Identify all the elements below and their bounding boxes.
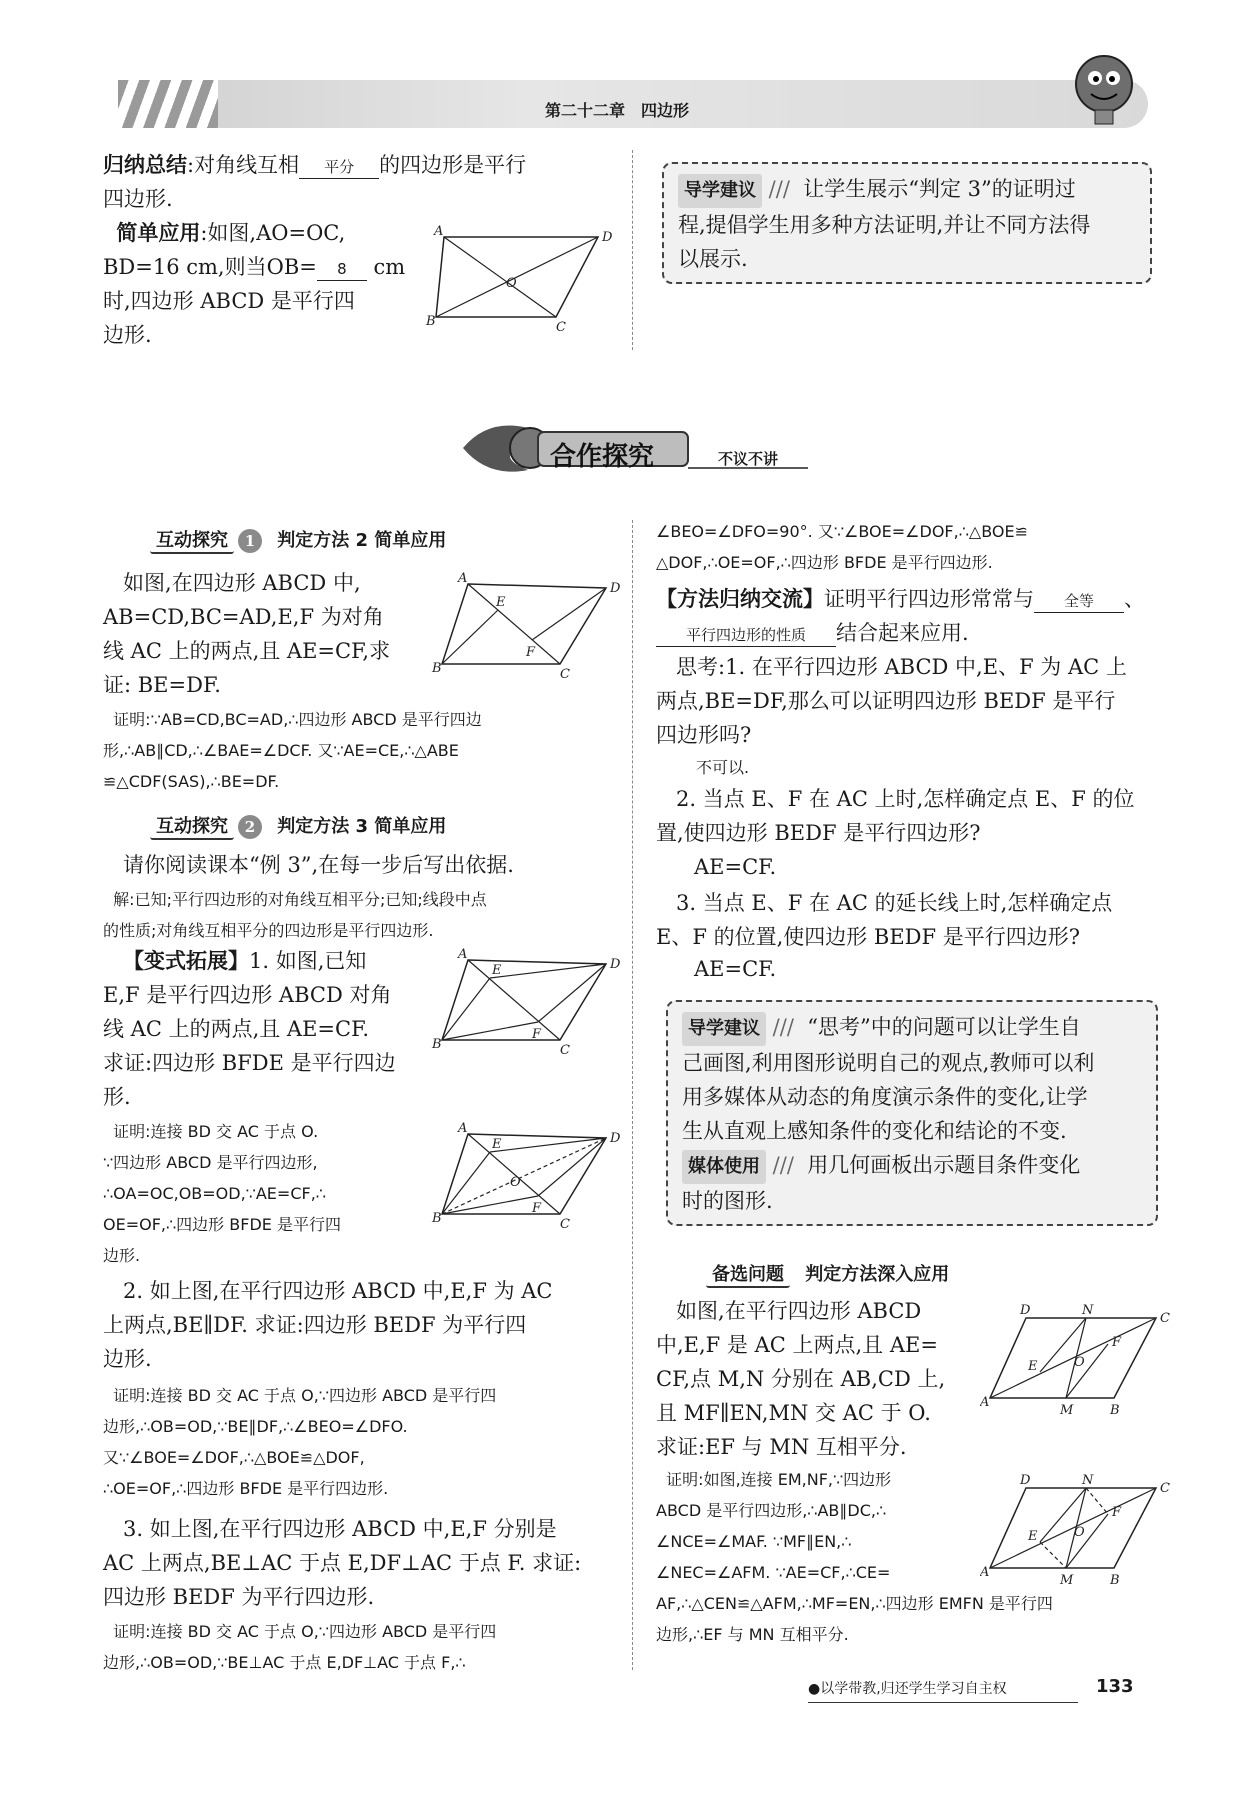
ex1-proof	[103, 704, 623, 797]
ex1-title: 判定方法 2 简单应用	[277, 530, 447, 551]
guide-label: 导学建议	[678, 174, 762, 208]
svg-text:B: B	[432, 1037, 442, 1052]
svg-text:B: B	[1110, 1573, 1120, 1588]
svg-text:B: B	[1110, 1403, 1120, 1418]
q3-problem	[103, 1512, 623, 1614]
parallelogram-figure-3	[428, 948, 628, 1058]
header-stripes	[118, 80, 218, 128]
think-answer-3: AE=CF.	[694, 957, 777, 981]
think-2	[656, 782, 1156, 850]
backup-proof-end	[656, 1588, 1166, 1650]
ex1-problem	[103, 566, 433, 702]
q3-line: AC 上两点,BE⊥AC 于点 E,DF⊥AC 于点 F. 求证:	[103, 1551, 582, 1575]
ex1-line: 如图,在四边形 ABCD 中,	[123, 571, 361, 595]
svg-text:F: F	[1112, 1335, 1122, 1350]
svg-text:C: C	[560, 667, 570, 682]
ex2-problem	[103, 848, 623, 882]
apply-label: 简单应用	[116, 221, 201, 245]
ex2-title: 判定方法 3 简单应用	[277, 816, 447, 837]
svg-text:N: N	[1082, 1303, 1094, 1318]
backup-tag: 备选问题	[706, 1260, 790, 1288]
svg-text:A: A	[458, 572, 468, 586]
variant-problem	[103, 944, 433, 1114]
svg-text:A: A	[980, 1565, 990, 1580]
ex2-line: 请你阅读课本“例 3”,在每一步后写出依据.	[123, 853, 514, 877]
proof-line: △DOF,∴OE=OF,∴四边形 BFDE 是平行四边形.	[656, 553, 993, 572]
guide-line: 用多媒体从动态的角度演示条件的变化,让学	[682, 1085, 1088, 1109]
guide-line: 生从直观上感知条件的变化和结论的不变.	[682, 1119, 1067, 1143]
method-text-2: 结合起来应用.	[836, 621, 969, 645]
column-divider	[632, 520, 633, 1670]
svg-text:A: A	[434, 225, 444, 239]
apply-text-e: 边形.	[103, 323, 152, 347]
mascot-icon	[1065, 50, 1143, 128]
svg-text:A: A	[458, 948, 468, 962]
think-line: 置,使四边形 BEDF 是平行四边形?	[656, 821, 981, 845]
backup-line: 如图,在平行四边形 ABCD	[676, 1299, 922, 1323]
backup-proof	[656, 1464, 986, 1588]
proof-line: ∴OE=OF,∴四边形 BFDE 是平行四边形.	[103, 1479, 389, 1498]
ex1-header	[150, 526, 446, 554]
q2-problem	[103, 1274, 623, 1376]
proof-line: 形,∴AB∥CD,∴∠BAE=∠DCF. 又∵AE=CE,∴△ABE	[103, 741, 459, 760]
proof-line: 证明:如图,连接 EM,NF,∵四边形	[666, 1470, 892, 1489]
think-line: 两点,BE=DF,那么可以证明四边形 BEDF 是平行	[656, 689, 1116, 713]
ex1-proof-continued	[656, 516, 1156, 578]
svg-text:M: M	[1060, 1403, 1074, 1418]
svg-text:E: E	[1028, 1359, 1038, 1374]
variant-line: 求证:四边形 BFDE 是平行四边	[103, 1051, 396, 1075]
proof-line: 证明:连接 BD 交 AC 于点 O,∵四边形 ABCD 是平行四	[113, 1386, 497, 1405]
method-blank-1: 全等	[1034, 590, 1124, 613]
backup-problem	[656, 1294, 986, 1464]
chapter-title: 第二十二章 四边形	[545, 101, 690, 120]
apply-text-b: BD=16 cm,则当OB=	[103, 255, 317, 279]
proof-line: ∴OA=OC,OB=OD,∵AE=CF,∴	[103, 1184, 326, 1203]
think-line: 四边形吗?	[656, 723, 752, 747]
guide-line: 让学生展示“判定 3”的证明过	[803, 177, 1076, 201]
svg-text:F: F	[526, 645, 536, 660]
parallelogram-figure-1	[420, 225, 620, 335]
ex2-number-badge: 2	[238, 815, 262, 839]
method-label: 【方法归纳交流】	[656, 587, 824, 611]
svg-text:D: D	[1020, 1473, 1031, 1488]
proof-line: 边形,∴EF 与 MN 互相平分.	[656, 1625, 849, 1644]
q2-line: 2. 如上图,在平行四边形 ABCD 中,E,F 为 AC	[123, 1279, 553, 1303]
banner-subtitle: 不议不讲	[718, 450, 779, 468]
ex1-line: AB=CD,BC=AD,E,F 为对角	[103, 605, 384, 629]
svg-text:E: E	[492, 963, 502, 978]
apply-text-a: :如图,AO=OC,	[200, 221, 346, 245]
q3-line: 3. 如上图,在平行四边形 ABCD 中,E,F 分别是	[123, 1517, 557, 1541]
think-line: E、F 的位置,使四边形 BEDF 是平行四边形?	[656, 925, 1081, 949]
top-divider	[632, 150, 633, 350]
footer-rule	[808, 1702, 1078, 1703]
svg-text:B: B	[426, 314, 436, 329]
ex1-line: 线 AC 上的两点,且 AE=CF,求	[103, 639, 391, 663]
ex2-header	[150, 812, 446, 840]
svg-text:C: C	[1160, 1481, 1170, 1496]
svg-text:B: B	[432, 1211, 442, 1226]
svg-text:E: E	[1028, 1529, 1038, 1544]
backup-line: CF,点 M,N 分别在 AB,CD 上,	[656, 1367, 946, 1391]
backup-line: 求证:EF 与 MN 互相平分.	[656, 1435, 907, 1459]
backup-line: 且 MF∥EN,MN 交 AC 于 O.	[656, 1401, 931, 1425]
think-1	[656, 650, 1156, 752]
proof-line: ∵四边形 ABCD 是平行四边形,	[103, 1153, 318, 1172]
ex1-tag: 互动探究	[150, 526, 234, 554]
method-summary: 【方法归纳交流】证明平行四边形常常与 全等 、 平行四边形的性质 结合起来应用.	[656, 587, 1145, 645]
svg-text:B: B	[432, 661, 442, 676]
method-text: 证明平行四边形常常与	[824, 587, 1034, 611]
svg-text:O: O	[510, 1175, 521, 1190]
proof-line: 证明:∵AB=CD,BC=AD,∴四边形 ABCD 是平行四边	[113, 710, 482, 729]
guide-label: 导学建议	[682, 1012, 766, 1046]
apply-text-d: 时,四边形 ABCD 是平行四	[103, 289, 355, 313]
think-line: 思考:1. 在平行四边形 ABCD 中,E、F 为 AC 上	[676, 655, 1127, 679]
ex1-number-badge: 1	[238, 529, 262, 553]
svg-text:D: D	[602, 230, 613, 245]
svg-text:D: D	[1020, 1303, 1031, 1318]
backup-header	[706, 1260, 949, 1288]
parallelogram-figure-5	[980, 1300, 1170, 1420]
svg-text:C: C	[560, 1043, 570, 1058]
guide-box-right: 导学建议 /// “思考”中的问题可以让学生自 己画图,利用图形说明自己的观点,教师可以利 用多媒体从动态的角度演示条件的变化,让学 生从直观上感知条件的变化和结论的不变. 媒体使用 /// 用几何画板出示题目条件变化 时的图形.	[666, 1000, 1158, 1226]
proof-line: 又∵∠BOE=∠DOF,∴△BOE≌△DOF,	[103, 1448, 365, 1467]
variant-line: 形.	[103, 1085, 131, 1109]
answer-line: 的性质;对角线互相平分的四边形是平行四边形.	[103, 921, 434, 940]
svg-text:M: M	[1060, 1573, 1074, 1588]
svg-text:D: D	[610, 1131, 621, 1146]
proof-line: 证明:连接 BD 交 AC 于点 O,∵四边形 ABCD 是平行四	[113, 1622, 497, 1641]
svg-text:A: A	[458, 1121, 468, 1136]
proof-line: 证明:连接 BD 交 AC 于点 O.	[113, 1122, 319, 1141]
summary-text-c: 四边形.	[103, 187, 173, 211]
ex2-tag: 互动探究	[150, 812, 234, 840]
svg-text:O: O	[506, 276, 517, 291]
proof-line: OE=OF,∴四边形 BFDE 是平行四	[103, 1215, 341, 1234]
summary-blank: 平分	[299, 156, 379, 179]
think-answer-1: 不可以.	[696, 758, 750, 777]
svg-text:F: F	[532, 1027, 542, 1042]
media-line: 用几何画板出示题目条件变化	[807, 1153, 1081, 1177]
proof-line: 边形,∴OB=OD,∵BE⊥AC 于点 E,DF⊥AC 于点 F,∴	[103, 1653, 466, 1672]
parallelogram-figure-2	[428, 572, 628, 682]
variant-line: 线 AC 上的两点,且 AE=CF.	[103, 1017, 370, 1041]
media-line: 时的图形.	[682, 1189, 773, 1213]
svg-text:A: A	[980, 1395, 990, 1410]
method-blank-2: 平行四边形的性质	[656, 624, 836, 647]
backup-line: 中,E,F 是 AC 上两点,且 AE=	[656, 1333, 938, 1357]
svg-text:D: D	[610, 957, 621, 972]
page-number: 133	[1096, 1676, 1134, 1697]
media-label: 媒体使用	[682, 1150, 766, 1184]
svg-text:F: F	[532, 1201, 542, 1216]
variant-line: E,F 是平行四边形 ABCD 对角	[103, 983, 392, 1007]
think-answer-2: AE=CF.	[694, 855, 777, 879]
q2-line: 上两点,BE∥DF. 求证:四边形 BEDF 为平行四	[103, 1313, 527, 1337]
guide-line: 己画图,利用图形说明自己的观点,教师可以利	[682, 1051, 1095, 1075]
summary-label: 归纳总结	[103, 153, 187, 177]
summary-block	[103, 148, 613, 216]
svg-text:E: E	[496, 595, 506, 610]
proof-line: ∠NEC=∠AFM. ∵AE=CF,∴CE=	[656, 1563, 891, 1582]
svg-text:E: E	[492, 1137, 502, 1152]
backup-title: 判定方法深入应用	[805, 1264, 950, 1285]
proof-line: ABCD 是平行四边形,∴AB∥DC,∴	[656, 1501, 887, 1520]
answer-line: 解:已知;平行四边形的对角线互相平分;已知;线段中点	[113, 890, 487, 909]
apply-blank: 8	[317, 258, 367, 281]
proof-line: ≌△CDF(SAS),∴BE=DF.	[103, 772, 280, 791]
guide-line: “思考”中的问题可以让学生自	[807, 1015, 1081, 1039]
svg-text:O: O	[1074, 1525, 1085, 1540]
guide-line: 以展示.	[678, 247, 748, 271]
summary-text-b: 的四边形是平行	[379, 153, 527, 177]
ex2-answer	[103, 884, 623, 946]
think-line: 2. 当点 E、F 在 AC 上时,怎样确定点 E、F 的位	[676, 787, 1135, 811]
think-line: 3. 当点 E、F 在 AC 的延长线上时,怎样确定点	[676, 891, 1113, 915]
variant-proof	[103, 1116, 433, 1271]
ex1-line: 证: BE=DF.	[103, 673, 221, 697]
apply-block	[103, 216, 423, 352]
svg-text:F: F	[1112, 1505, 1122, 1520]
q2-proof	[103, 1380, 623, 1504]
footer-motto: ●以学带教,归还学生学习自主权	[808, 1681, 1007, 1697]
svg-text:O: O	[1074, 1355, 1085, 1370]
think-3	[656, 886, 1156, 954]
summary-text: :对角线互相	[187, 153, 300, 177]
guide-box-top: 导学建议 /// 让学生展示“判定 3”的证明过 程,提倡学生用多种方法证明,并让不同方法得 以展示.	[662, 162, 1152, 284]
proof-line: ∠BEO=∠DFO=90°. 又∵∠BOE=∠DOF,∴△BOE≌	[656, 522, 1028, 541]
proof-line: 边形,∴OB=OD,∵BE∥DF,∴∠BEO=∠DFO.	[103, 1417, 408, 1436]
parallelogram-figure-6	[980, 1470, 1170, 1590]
svg-text:N: N	[1082, 1473, 1094, 1488]
q2-line: 边形.	[103, 1347, 152, 1371]
proof-line: 边形.	[103, 1246, 141, 1265]
svg-text:C: C	[560, 1217, 570, 1230]
variant-label: 【变式拓展】	[123, 949, 250, 973]
banner-title: 合作探究	[550, 442, 655, 472]
svg-text:C: C	[1160, 1311, 1170, 1326]
variant-line: 1. 如图,已知	[249, 949, 367, 973]
apply-text-c: cm	[373, 255, 406, 279]
proof-line: AF,∴△CEN≌△AFM,∴MF=EN,∴四边形 EMFN 是平行四	[656, 1594, 1053, 1613]
parallelogram-figure-4	[428, 1120, 628, 1230]
svg-text:C: C	[556, 320, 566, 335]
q3-proof	[103, 1616, 623, 1678]
svg-text:D: D	[610, 581, 621, 596]
q3-line: 四边形 BEDF 为平行四边形.	[103, 1585, 375, 1609]
proof-line: ∠NCE=∠MAF. ∵MF∥EN,∴	[656, 1532, 852, 1551]
guide-line: 程,提倡学生用多种方法证明,并让不同方法得	[678, 213, 1091, 237]
